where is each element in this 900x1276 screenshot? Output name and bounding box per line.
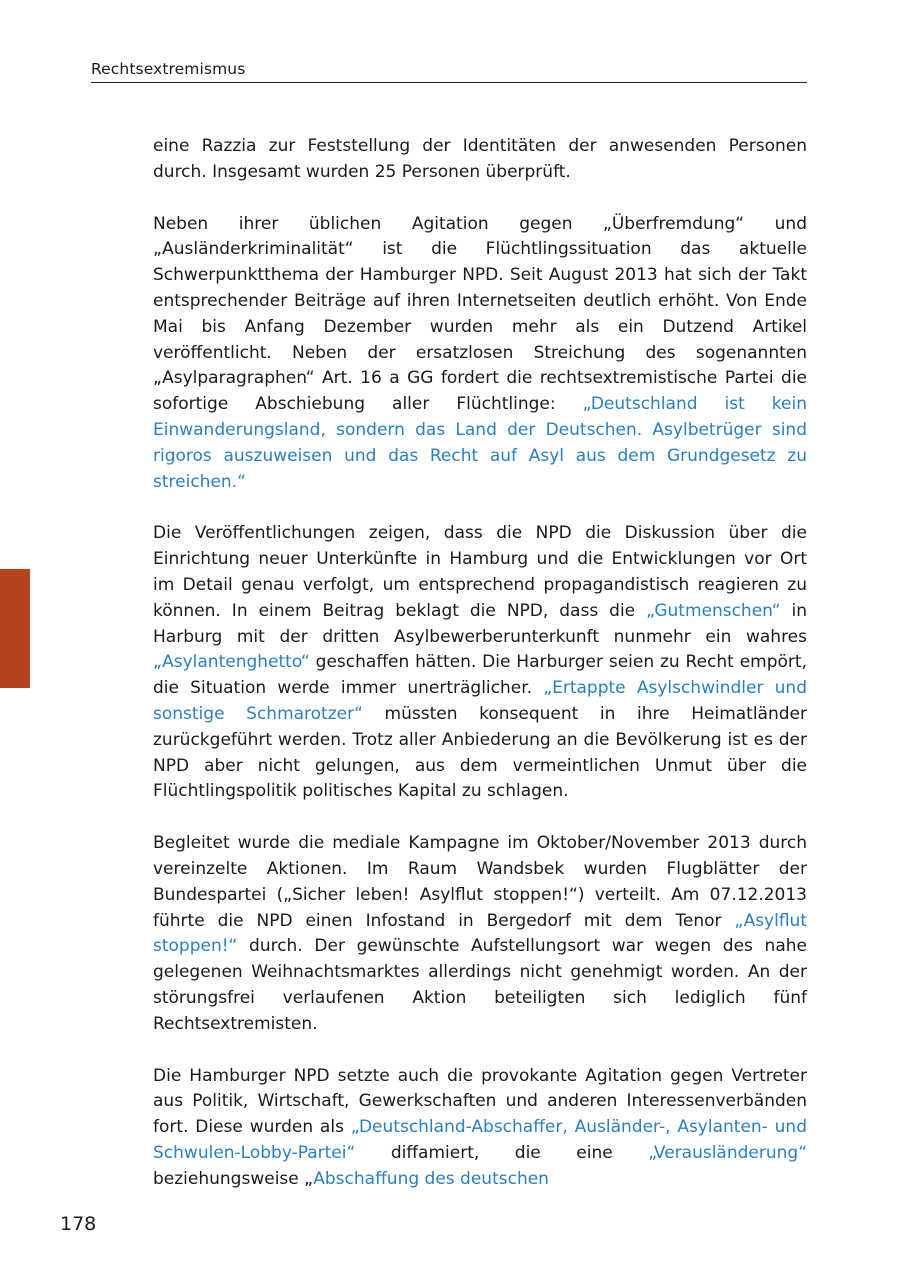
paragraph-5 — [153, 1064, 807, 1193]
quote-span: Abschaffung des deutschen — [313, 1168, 549, 1189]
quote-span: „Deutschland ist kein Einwanderungsland, sondern das Land der Deutschen. Asylbetrüger sind rigoros auszuweisen und das Recht auf Asyl aus dem Grundgesetz zu streichen.“ — [153, 394, 807, 492]
paragraph-3 — [153, 521, 807, 805]
text-span: müssten konsequent in ihre Heimatländer zurückgeführt werden. Trotz aller Anbiederung an die Bevölkerung ist es der NPD aber nicht gelungen, aus dem vermeintlichen Unmut über die Flüchtlingspolitik politisches Kapital zu schlagen. — [153, 703, 807, 802]
text-span: Die Veröffentlichungen zeigen, dass die NPD die Diskussion über die Einrichtung neuer Unterkünfte in Hamburg und die Entwicklungen vor Ort im Detail genau verfolgt, um entsprechend propagandistisch reagieren zu können. In einem Beitrag beklagt die NPD, dass die — [153, 523, 807, 621]
chapter-tab-marker — [0, 569, 30, 688]
text-span: Die Hamburger NPD setzte auch die provokante Agitation gegen Vertreter aus Politik, Wirtschaft, Gewerkschaften und anderen Interessenverbänden fort. Diese wurden als — [153, 1065, 807, 1138]
text-span: Begleitet wurde die mediale Kampagne im Oktober/November 2013 durch vereinzelte Aktionen. Im Raum Wandsbek wurden Flugblätter der Bundespartei („Sicher leben! Asylflut stoppen!“) verteilt. Am 07.12.2013 führte die NPD einen Infostand in Bergedorf mit dem Tenor — [153, 833, 807, 931]
paragraph-4 — [153, 831, 807, 1037]
page-number: 178 — [60, 1213, 97, 1235]
text-span: geschaffen hätten. Die Harburger seien zu Recht empört, die Situation werde immer unerträglicher. — [153, 652, 807, 699]
text-span: in Harburg mit der dritten Asylbewerberunterkunft nunmehr ein wahres — [153, 600, 807, 647]
running-header — [91, 60, 807, 83]
quote-span: „Asylflut stoppen!“ — [153, 910, 807, 957]
running-header-title: Rechtsextremismus — [91, 60, 246, 78]
paragraph-1 — [153, 134, 807, 186]
quote-span: „Gutmenschen“ — [646, 600, 781, 621]
body-text — [153, 134, 807, 1218]
paragraph-2 — [153, 212, 807, 496]
quote-span: „Ertappte Asylschwindler und sonstige Schmarotzer“ — [153, 678, 807, 724]
text-span: diffamiert, die eine — [355, 1142, 649, 1163]
text-span: eine Razzia zur Feststellung der Identitäten der anwesenden Personen durch. Insgesamt wurden 25 Personen überprüft. — [153, 136, 807, 182]
quote-span: „Asylantenghetto“ — [153, 652, 310, 673]
quote-span: „Verausländerung“ — [648, 1142, 807, 1163]
quote-span: „Deutschland-Abschaffer, Ausländer-, Asylanten- und Schwulen-Lobby-Partei“ — [153, 1117, 807, 1163]
text-span: beziehungsweise „ — [153, 1168, 314, 1189]
text-span: Neben ihrer üblichen Agitation gegen „Überfremdung“ und „Ausländerkriminalität“ ist die Flüchtlingssituation das aktuelle Schwerpunktthema der Hamburger NPD. Seit August 2013 hat sich der Takt entsprechender Beiträge auf ihren Internetseiten deutlich erhöht. Von Ende Mai bis Anfang Dezember wurden mehr als ein Dutzend Artikel veröffentlicht. Neben der ersatzlosen Streichung des sogenannten „Asylparagraphen“ Art. 16 a GG fordert die rechtsextremistische Partei die sofortige Abschiebung aller Flüchtlinge: — [153, 213, 807, 415]
text-span: durch. Der gewünschte Aufstellungsort war wegen des nahe gelegenen Weihnachtsmarktes allerdings nicht genehmigt worden. An der störungsfrei verlaufenen Aktion beteiligten sich lediglich fünf Rechtsextremisten. — [153, 936, 807, 1034]
